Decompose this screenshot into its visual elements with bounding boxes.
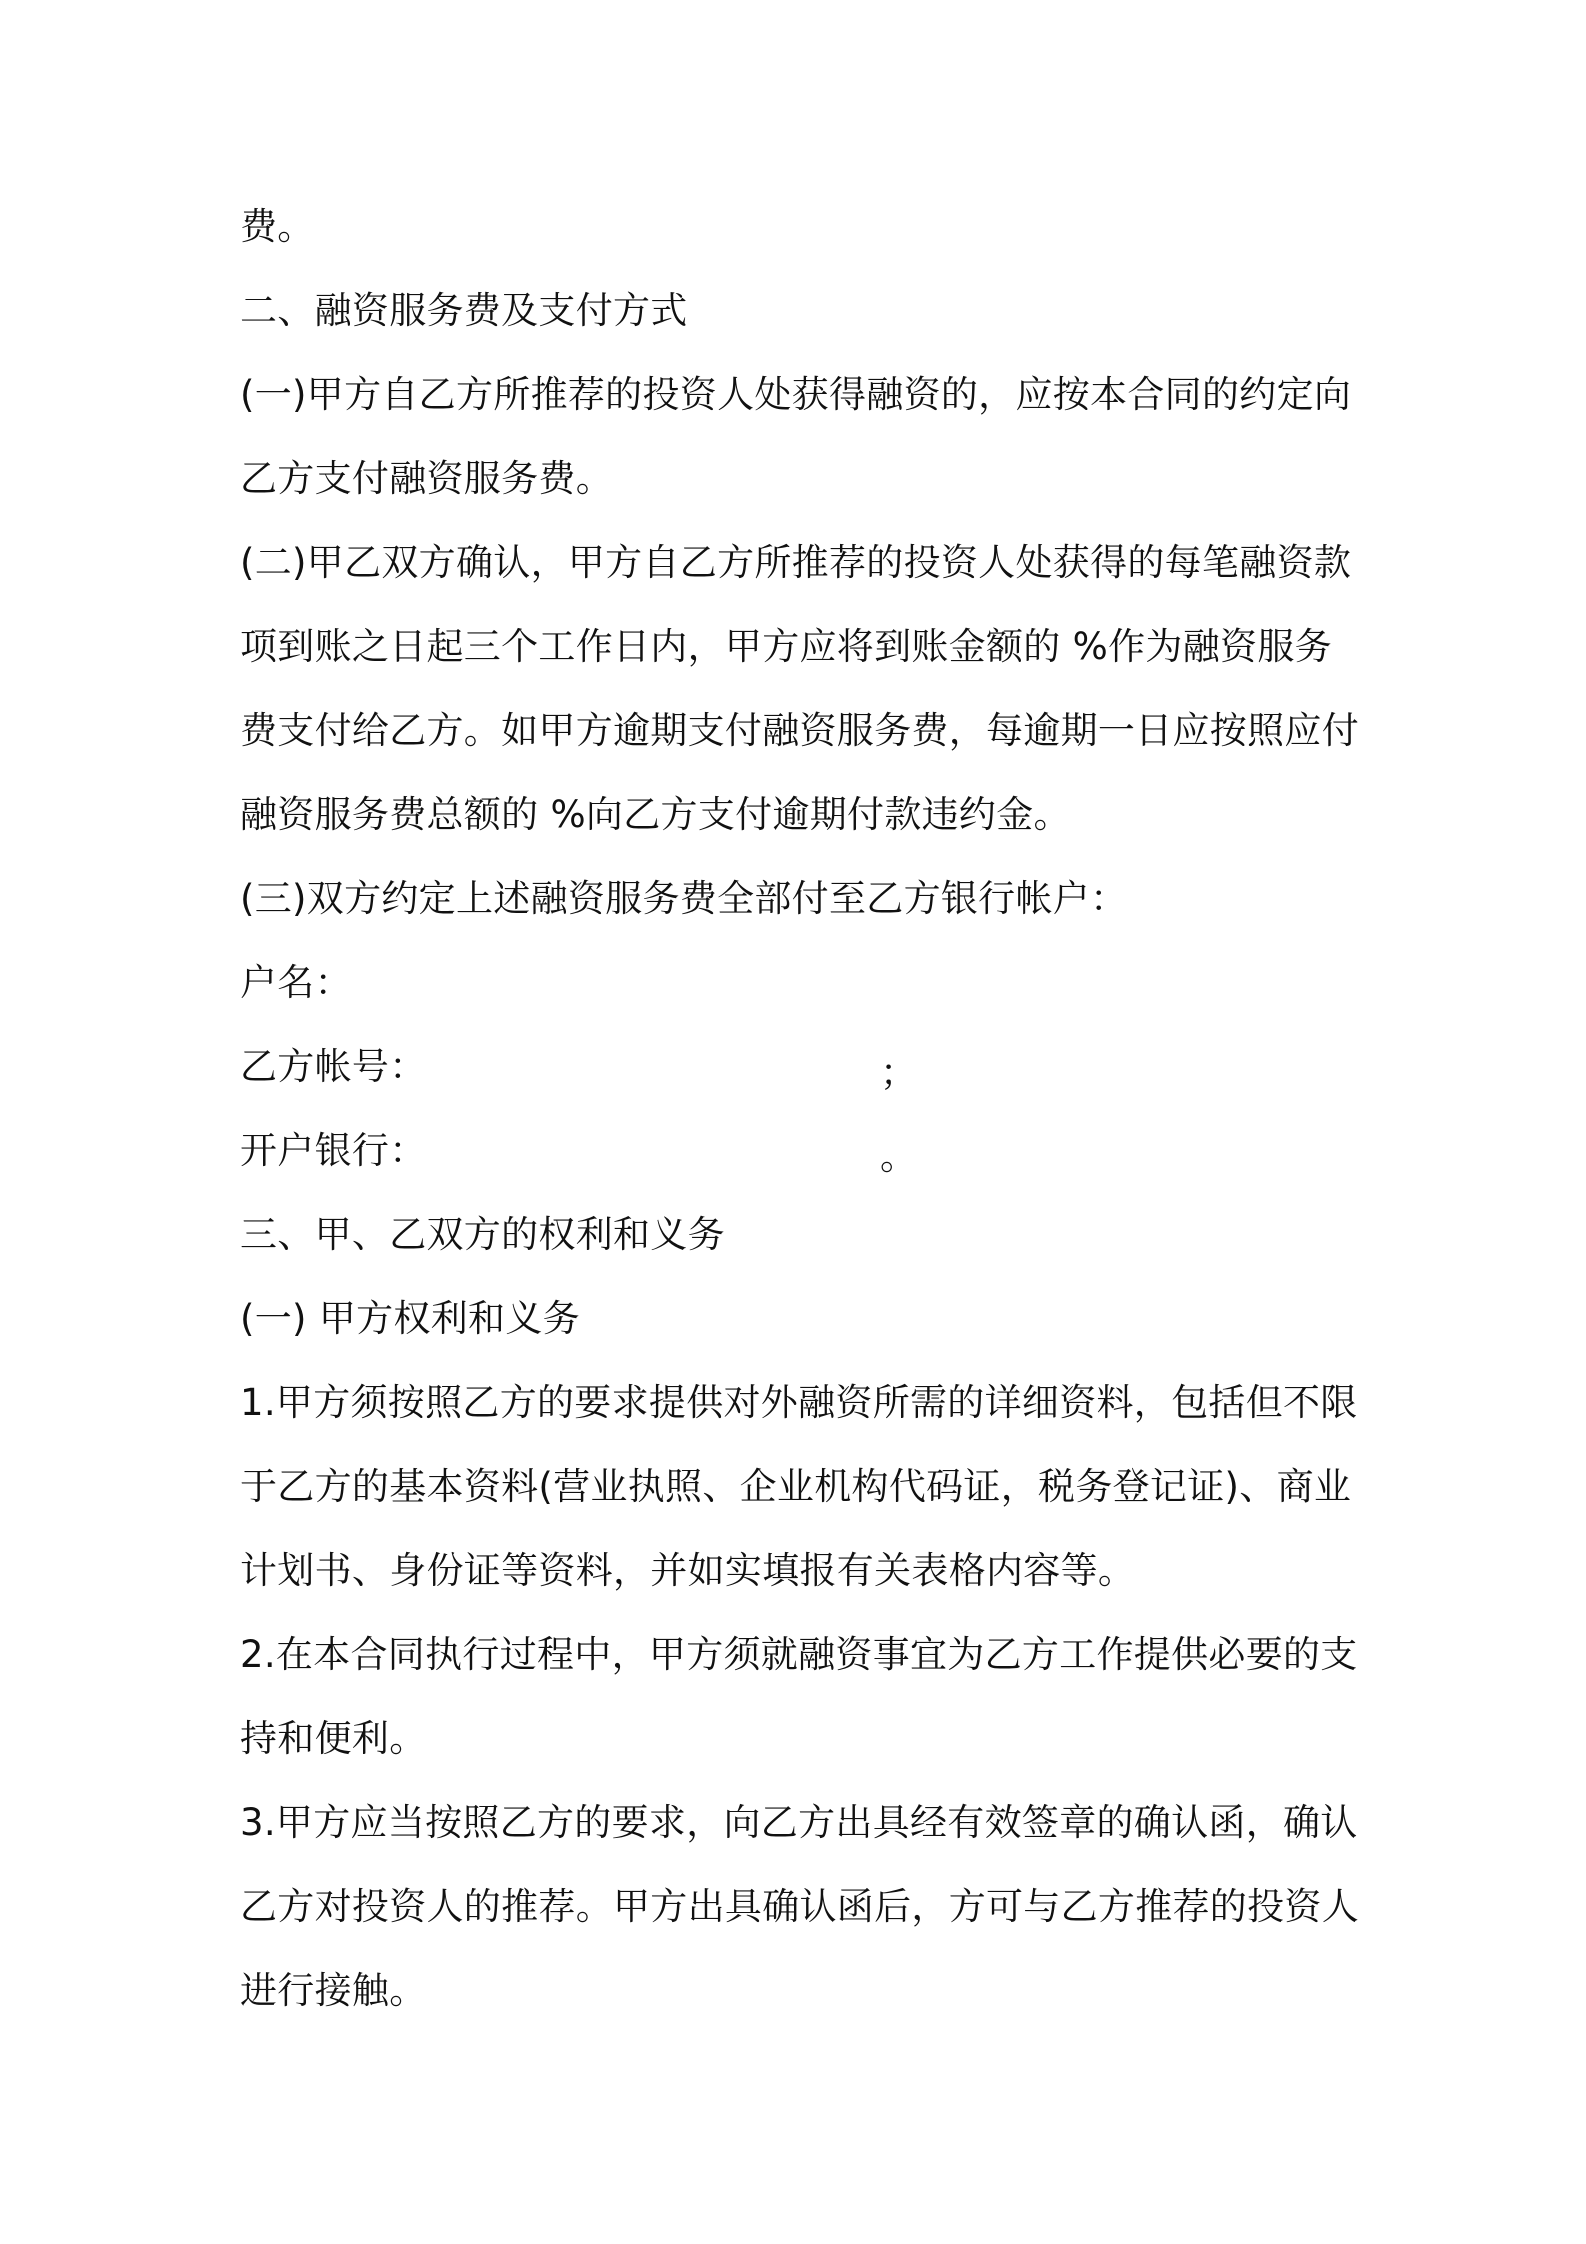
account-name-label: 户名： — [240, 961, 352, 1004]
text-line: 费。 — [240, 205, 315, 248]
text-line: 项到账之日起三个工作日内，甲方应将到账金额的 %作为融资服务 — [240, 625, 1332, 668]
bank-label: 开户银行： — [240, 1129, 427, 1172]
text-line: (二)甲乙双方确认，甲方自乙方所推荐的投资人处获得的每笔融资款 — [240, 541, 1352, 584]
bank-end: 。 — [880, 1135, 917, 1178]
text-line: 乙方支付融资服务费。 — [240, 457, 613, 500]
account-number-label: 乙方帐号： — [240, 1045, 427, 1088]
text-line: 费支付给乙方。如甲方逾期支付融资服务费，每逾期一日应按照应付 — [240, 709, 1359, 752]
text-line: (一)甲方自乙方所推荐的投资人处获得融资的，应按本合同的约定向 — [240, 373, 1352, 416]
text-line: 3.甲方应当按照乙方的要求，向乙方出具经有效签章的确认函，确认 — [240, 1801, 1358, 1844]
text-line: 进行接触。 — [240, 1969, 427, 2012]
subsection-heading: (一) 甲方权利和义务 — [240, 1297, 580, 1340]
text-line: (三)双方约定上述融资服务费全部付至乙方银行帐户： — [240, 877, 1128, 920]
account-number-end: ； — [880, 1051, 917, 1094]
text-line: 于乙方的基本资料(营业执照、企业机构代码证，税务登记证)、商业 — [240, 1465, 1352, 1508]
section-heading: 二、融资服务费及支付方式 — [240, 289, 688, 332]
text-line: 融资服务费总额的 %向乙方支付逾期付款违约金。 — [240, 793, 1071, 836]
text-line: 持和便利。 — [240, 1717, 427, 1760]
text-line: 乙方对投资人的推荐。甲方出具确认函后，方可与乙方推荐的投资人 — [240, 1885, 1359, 1928]
section-heading: 三、甲、乙双方的权利和义务 — [240, 1213, 725, 1256]
text-line: 1.甲方须按照乙方的要求提供对外融资所需的详细资料，包括但不限 — [240, 1381, 1358, 1424]
text-line: 2.在本合同执行过程中，甲方须就融资事宜为乙方工作提供必要的支 — [240, 1633, 1358, 1676]
text-line: 计划书、身份证等资料，并如实填报有关表格内容等。 — [240, 1549, 1136, 1592]
